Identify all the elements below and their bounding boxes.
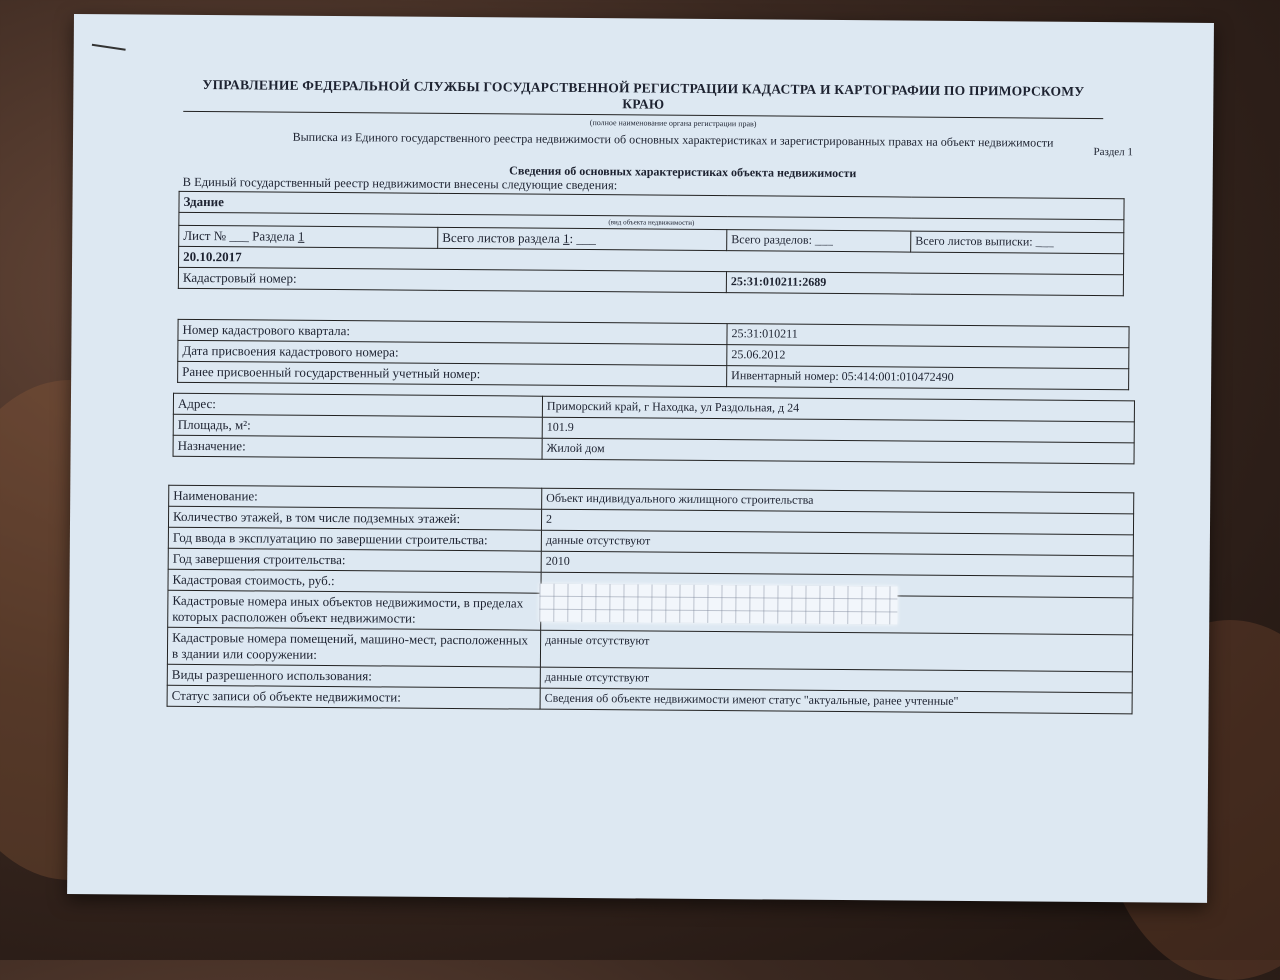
organization-title: УПРАВЛЕНИЕ ФЕДЕРАЛЬНОЙ СЛУЖБЫ ГОСУДАРСТВЕННОЙ РЕГИСТРАЦИИ КАДАСТРА И КАРТОГРАФИИ ПО ПРИМОРСКОМУ КРАЮ (183, 77, 1103, 119)
total-sheets-section-label: Всего листов раздела (442, 229, 560, 246)
extract-title: Сведения об основных характеристиках объекта недвижимости (509, 163, 857, 181)
row-value: Инвентарный номер: 05:414:001:010472490 (727, 366, 1129, 390)
row-value: 25:31:010211 (727, 324, 1129, 348)
row-label: Виды разрешенного использования: (167, 664, 540, 688)
row-label: Наименование: (169, 485, 542, 509)
object-header-table (178, 191, 1125, 296)
row-value: Жилой дом (542, 438, 1134, 464)
row-label: Статус записи об объекте недвижимости: (167, 685, 540, 709)
row-label: Адрес: (173, 393, 542, 417)
row-value: 25.06.2012 (727, 345, 1129, 369)
row-label: Год завершения строительства: (168, 548, 541, 572)
organization-note: (полное наименование органа регистрации прав) (589, 118, 757, 129)
cadastral-number-label: Кадастровый номер: (178, 267, 726, 292)
row-value: данные отсутствуют (541, 530, 1133, 556)
row-value: данные отсутствуют (540, 630, 1132, 672)
row-label: Ранее присвоенный государственный учетный номер: (178, 361, 727, 386)
total-sheets-section-cell (438, 227, 727, 250)
intro-text: В Единый государственный реестр недвижимости внесены следующие сведения: (182, 174, 618, 193)
total-sheets-extract: Всего листов выписки: ___ (911, 231, 1124, 254)
object-type: Здание (179, 191, 1124, 219)
row-value: Сведения об объекте недвижимости имеют статус "актуальные, ранее учтенные" (540, 688, 1132, 714)
row-value: Приморский край, г Находка, ул Раздольная, д 24 (542, 396, 1134, 422)
extract-text: Выписка из Единого государственного реестра недвижимости об основных характеристиках и зарегистрированных правах на объект недвижимости (292, 129, 1054, 150)
sheet-section-number: 1 (297, 228, 305, 244)
pen-mark (92, 44, 126, 51)
cadastral-number: 25:31:010211:2689 (726, 272, 1123, 296)
total-sheets-section-value: 1 (563, 230, 570, 246)
sheet-number-cell (179, 225, 438, 248)
row-label: Год ввода в эксплуатацию по завершении строительства: (168, 527, 541, 551)
sheet-label: Лист № ___ Раздела (183, 227, 295, 244)
section-label: Раздел 1 (1093, 146, 1133, 159)
document-sheet (67, 14, 1214, 903)
row-label: Кадастровые номера помещений, машино-мест, расположенных в здании или сооружении: (167, 627, 540, 667)
row-label: Количество этажей, в том числе подземных этажей: (168, 506, 541, 530)
details-table-a (173, 393, 1135, 465)
row-value: 2010 (541, 551, 1133, 577)
object-type-note: (вид объекта недвижимости) (179, 212, 1124, 232)
row-label: Кадастровая стоимость, руб.: (168, 569, 541, 593)
row-label: Кадастровые номера иных объектов недвижимости, в пределах которых расположен объект недвижимости: (168, 590, 541, 630)
redaction-grid-overlay (539, 584, 897, 625)
row-value: 2 (541, 509, 1133, 535)
row-value: 101.9 (542, 417, 1134, 443)
row-label: Дата присвоения кадастрового номера: (178, 340, 727, 365)
row-label: Номер кадастрового квартала: (178, 319, 727, 344)
total-sheets-section-suffix: : ___ (569, 230, 596, 247)
extract-date: 20.10.2017 (179, 246, 1124, 274)
quarter-table (177, 319, 1129, 390)
row-label: Площадь, м²: (173, 414, 542, 438)
row-label: Назначение: (173, 435, 542, 459)
row-value: Объект индивидуального жилищного строительства (542, 488, 1134, 514)
row-value: данные отсутствуют (540, 667, 1132, 693)
total-sections: Всего разделов: ___ (727, 230, 911, 252)
